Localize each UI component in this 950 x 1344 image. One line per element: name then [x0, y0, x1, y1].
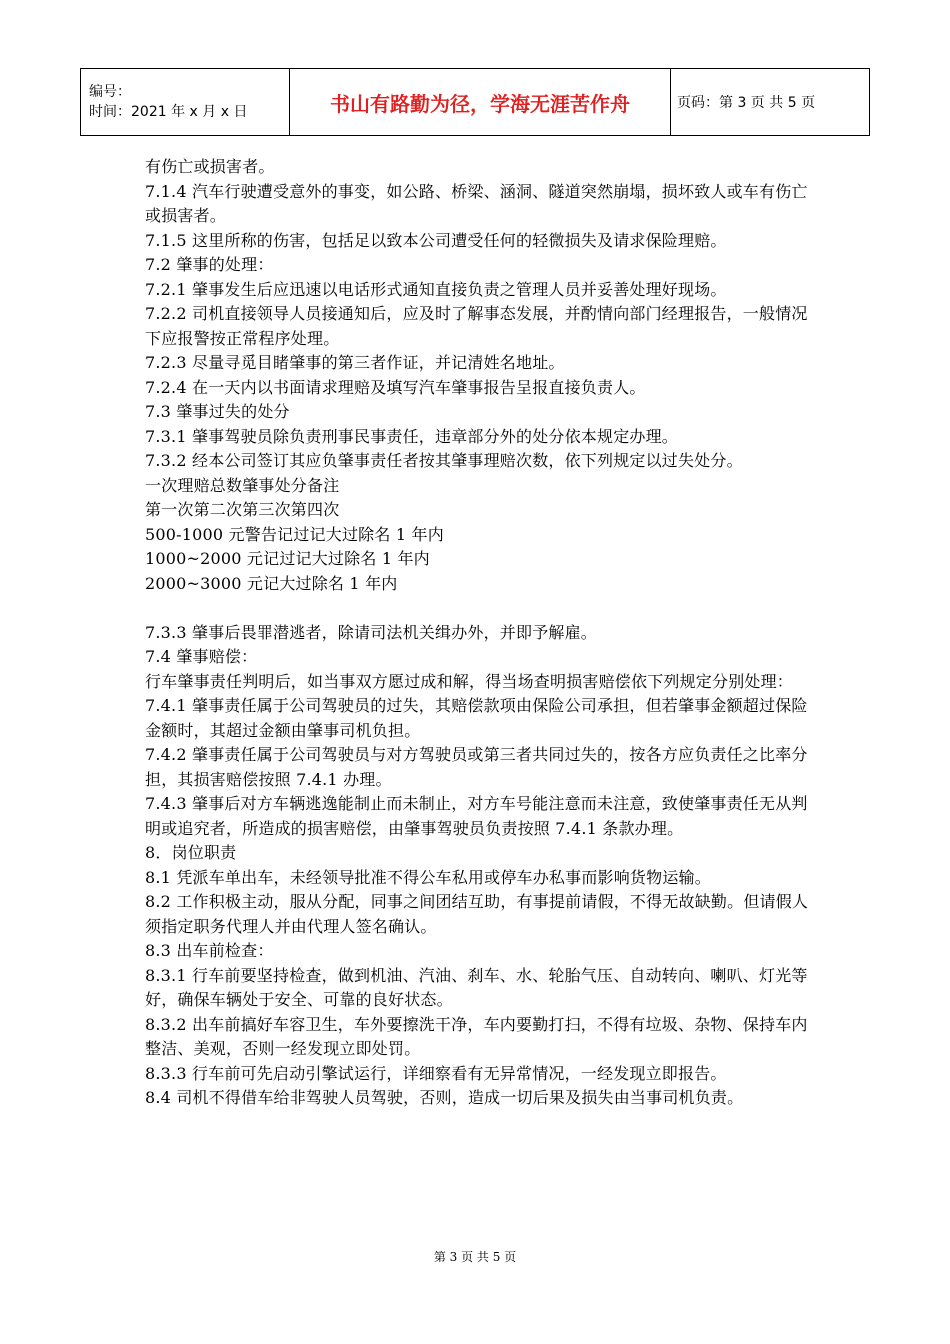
section-heading: 8．岗位职责: [145, 843, 237, 862]
header-page-info: 页码：第 3 页 共 5 页: [671, 69, 870, 136]
blank-line: [145, 596, 810, 621]
paragraph: 7.3.2 经本公司签订其应负肇事责任者按其肇事理赔次数，依下列规定以过失处分。: [145, 451, 743, 470]
penalty-table-line: 第一次第二次第三次第四次: [145, 500, 340, 519]
section-heading: 8.3 出车前检查：: [145, 941, 274, 960]
section-heading: 7.3 肇事过失的处分: [145, 402, 290, 421]
page-footer: 第 3 页 共 5 页: [433, 1250, 517, 1264]
paragraph: 7.2.1 肇事发生后应迅速以电话形式通知直接负责之管理人员并妥善处理好现场。: [145, 279, 727, 299]
paragraph: 7.1.5 这里所称的伤害，包括足以致本公司遭受任何的轻微损失及请求保险理赔。: [145, 230, 727, 250]
paragraph: 8.2 工作积极主动，服从分配，同事之间团结互助，有事提前请假，不得无故缺勤。但请假人须指定职务代理人并由代理人签名确认。: [145, 892, 809, 936]
section-heading: 7.2 肇事的处理：: [145, 255, 274, 274]
paragraph: 8.4 司机不得借车给非驾驶人员驾驶，否则，造成一切后果及损失由当事司机负责。: [145, 1088, 744, 1107]
section-heading: 7.4 肇事赔偿：: [145, 647, 258, 666]
paragraph: 有伤亡或损害者。: [145, 157, 275, 176]
paragraph: 7.4.2 肇事责任属于公司驾驶员与对方驾驶员或第三者共同过失的，按各方应负责任之比率分担，其损害赔偿按照 7.4.1 办理。: [145, 745, 808, 789]
paragraph: 7.3.3 肇事后畏罪潜逃者，除请司法机关缉办外，并即予解雇。: [145, 622, 597, 642]
header-meta: [81, 69, 290, 136]
paragraph: 7.4.3 肇事后对方车辆逃逸能制止而未制止，对方车号能注意而未注意，致使肇事责任无从判明或追究者，所造成的损害赔偿，由肇事驾驶员负责按照 7.4.1 条款办理。: [145, 794, 808, 838]
paragraph: 7.2.2 司机直接领导人员接通知后，应及时了解事态发展，并酌情向部门经理报告，一般情况下应报警按正常程序处理。: [145, 304, 808, 348]
paragraph: 8.1 凭派车单出车，未经领导批准不得公车私用或停车办私事而影响货物运输。: [145, 867, 711, 887]
penalty-table-line: 2000~3000 元记大过除名 1 年内: [145, 573, 398, 593]
paragraph: 8.3.3 行车前可先启动引擎试运行，详细察看有无异常情况，一经发现立即报告。: [145, 1063, 727, 1083]
page-header: [80, 68, 870, 136]
penalty-table-line: 一次理赔总数肇事处分备注: [145, 475, 340, 495]
paragraph: 7.3.1 肇事驾驶员除负责刑事民事责任，违章部分外的处分依本规定办理。: [145, 426, 678, 446]
paragraph: 8.3.2 出车前搞好车容卫生，车外要擦洗干净，车内要勤打扫，不得有垃圾、杂物、保持车内整洁、美观，否则一经发现立即处罚。: [145, 1014, 808, 1058]
document-body: [145, 155, 810, 1111]
penalty-table-line: 500-1000 元警告记过记大过除名 1 年内: [145, 524, 444, 544]
paragraph: 7.2.3 尽量寻觅目睹肇事的第三者作证，并记清姓名地址。: [145, 353, 565, 372]
header-motto: 书山有路勤为径，学海无涯苦作舟: [290, 69, 671, 136]
document-number-label: 编号：: [89, 84, 131, 100]
paragraph: 7.2.4 在一天内以书面请求理赔及填写汽车肇事报告呈报直接负责人。: [145, 377, 646, 397]
penalty-table-line: 1000~2000 元记过记大过除名 1 年内: [145, 549, 430, 568]
paragraph: 行车肇事责任判明后，如当事双方愿过成和解，得当场查明损害赔偿依下列规定分别处理：: [145, 671, 794, 691]
paragraph: 7.4.1 肇事责任属于公司驾驶员的过失，其赔偿款项由保险公司承担，但若肇事金额超过保险金额时，其超过金额由肇事司机负担。: [145, 696, 808, 740]
paragraph: 7.1.4 汽车行驶遭受意外的事变，如公路、桥梁、涵洞、隧道突然崩塌，损坏致人或车有伤亡或损害者。: [145, 181, 808, 225]
document-date: 时间：2021 年 x 月 x 日: [89, 104, 248, 120]
paragraph: 8.3.1 行车前要坚持检查，做到机油、汽油、刹车、水、轮胎气压、自动转向、喇叭、灯光等好，确保车辆处于安全、可靠的良好状态。: [145, 965, 808, 1009]
